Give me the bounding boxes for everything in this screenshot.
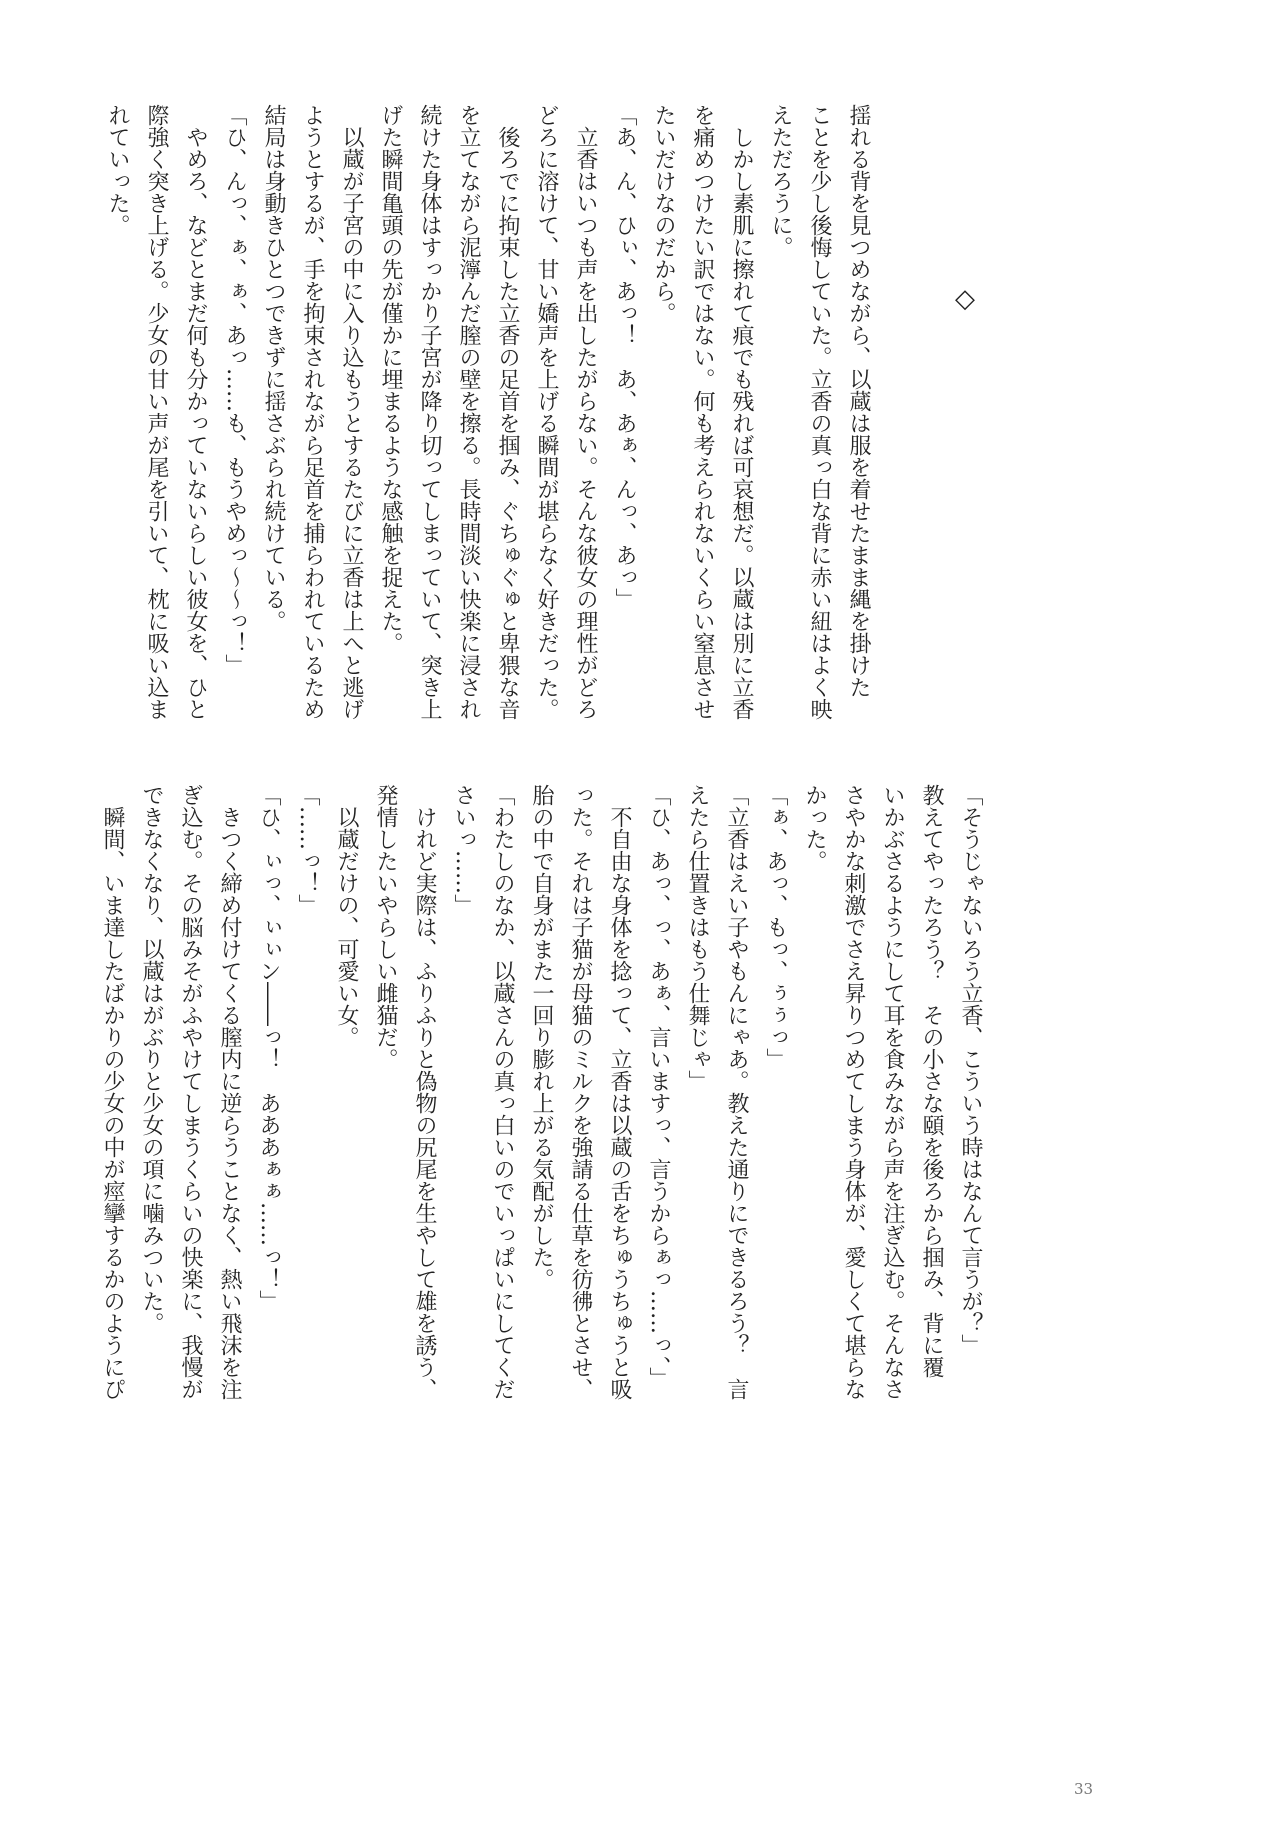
text-column: 結局は身動きひとつできずに揺さぶられ続けている。 — [261, 104, 286, 632]
text-column: えたら仕置きはもう仕舞じゃ」 — [685, 784, 710, 1092]
text-column: たいだけなのだから。 — [651, 104, 676, 324]
text-column: 「ひ、ぃっ、ぃぃン――っ！ あああぁぁ……っ！」 — [256, 784, 281, 1312]
text-column: 際強く突き上げる。少女の甘い声が尾を引いて、枕に吸い込ま — [144, 104, 169, 720]
text-column: 「立香はえい子やもんにゃあ。教えた通りにできるろう？ 言 — [724, 784, 749, 1400]
text-column: ようとするが、手を拘束されながら足首を捕らわれているため — [300, 104, 325, 720]
text-column: 「そうじゃないろう立香、こういう時はなんて言うが？」 — [958, 784, 983, 1356]
text-column: 後ろでに拘束した立香の足首を掴み、ぐちゅぐゅと卑猥な音 — [495, 104, 520, 720]
text-column: れていった。 — [105, 104, 130, 236]
text-column: 「……っ！」 — [295, 784, 320, 916]
section-break-diamond: ◇ — [950, 284, 980, 314]
text-column: 「あ、ん、ひぃ、あっ！ あ、あぁ、んっ、あっ」 — [612, 104, 637, 610]
text-column: 「ひ、あっ、っ、あぁ、言いますっ、言うからぁっ……っ、」 — [646, 784, 671, 1389]
bottom-text-block — [93, 784, 990, 1434]
text-column: 「ぁ、あっ、もっ、ぅぅっ」 — [763, 784, 788, 1070]
text-column: かった。 — [802, 784, 827, 872]
text-column: けれど実際は、ふりふりと偽物の尻尾を生やして雄を誘う、 — [412, 784, 437, 1400]
text-column: 教えてやったろう？ その小さな頤を後ろから掴み、背に覆 — [919, 784, 944, 1378]
page-number: 33 — [1074, 1780, 1094, 1798]
text-column: 以蔵が子宮の中に入り込もうとするたびに立香は上へと逃げ — [339, 104, 364, 720]
text-column: げた瞬間亀頭の先が僅かに埋まるような感触を捉えた。 — [378, 104, 403, 654]
text-column: えただろうに。 — [768, 104, 793, 258]
text-column: った。それは子猫が母猫のミルクを強請る仕草を彷彿とさせ、 — [568, 784, 593, 1400]
text-column: 発情したいやらしい雌猫だ。 — [373, 784, 398, 1070]
text-column: さやかな刺激でさえ昇りつめてしまう身体が、愛しくて堪らな — [841, 784, 866, 1400]
text-column: 瞬間、いま達したばかりの少女の中が痙攣するかのようにぴ — [100, 784, 125, 1400]
text-column: 胎の中で自身がまた一回り膨れ上がる気配がした。 — [529, 784, 554, 1290]
text-column: を痛めつけたい訳ではない。何も考えられないくらい窒息させ — [690, 104, 715, 720]
text-column: 以蔵だけの、可愛い女。 — [334, 784, 359, 1048]
top-text-block — [98, 104, 878, 754]
text-column: どろに溶けて、甘い嬌声を上げる瞬間が堪らなく好きだった。 — [534, 104, 559, 720]
text-column: できなくなり、以蔵はがぶりと少女の項に噛みついた。 — [139, 784, 164, 1334]
text-column: やめろ、などとまだ何も分かっていないらしい彼女を、ひと — [183, 104, 208, 720]
text-column: ぎ込む。その脳みそがふやけてしまうくらいの快楽に、我慢が — [178, 784, 203, 1400]
text-column: 立香はいつも声を出したがらない。そんな彼女の理性がどろ — [573, 104, 598, 720]
text-column: しかし素肌に擦れて痕でも残れば可哀想だ。以蔵は別に立香 — [729, 104, 754, 720]
text-column: を立てながら泥濘んだ膣の壁を擦る。長時間淡い快楽に浸され — [456, 104, 481, 720]
text-column: さいっ……」 — [451, 784, 476, 916]
text-column: 「ひ、んっ、ぁ、ぁ、あっ……も、もうやめっ〜〜っ！」 — [222, 104, 247, 676]
text-column: 「わたしのなか、以蔵さんの真っ白いのでいっぱいにしてくだ — [490, 784, 515, 1400]
text-column: 不自由な身体を捻って、立香は以蔵の舌をちゅうちゅうと吸 — [607, 784, 632, 1400]
text-column: 揺れる背を見つめながら、以蔵は服を着せたまま縄を掛けた — [846, 104, 871, 698]
text-column: きつく締め付けてくる膣内に逆らうことなく、熱い飛沫を注 — [217, 784, 242, 1400]
text-column: ことを少し後悔していた。立香の真っ白な背に赤い紐はよく映 — [807, 104, 832, 720]
text-column: 続けた身体はすっかり子宮が降り切ってしまっていて、突き上 — [417, 104, 442, 720]
text-column: いかぶさるようにして耳を食みながら声を注ぎ込む。そんなさ — [880, 784, 905, 1400]
